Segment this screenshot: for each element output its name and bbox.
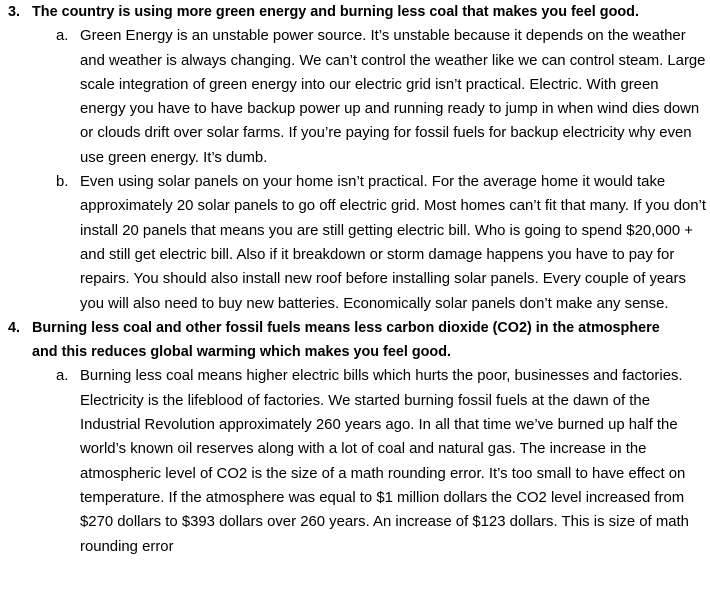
item-4a-text: Burning less coal means higher electric bills which hurts the poor, businesses and factories. Electricity is the lifeblood of factories. We started burning fossil fuels at the dawn of the Industrial Revolution approximately 260 years ago. In all that time we’ve burned up half the world’s known oil reserves along with a lot of coal and natural gas. The increase in the atmospheric level of CO2 is the size of a math rounding error. It’s too small to have effect on temperature. If the atmosphere was equal to $1 million dollars the CO2 level increased from $270 dollars to $393 dollars over 260 years. An increase of $123 dollars. This is size of math rounding error	[80, 368, 689, 555]
item-3a-text: Green Energy is an unstable power source. It’s unstable because it depends on the weather and weather is always changing. We can’t control the weather like we can control steam. Large scale integration of green energy into our electric grid isn’t practical. Electric. With green energy you have to have backup power up and running ready to jump in when wind dies down or clouds drift over solar farms. If you’re paying for fossil fuels for backup electricity why even use green energy. It’s dumb.	[80, 28, 706, 166]
item-3a-letter: a.	[56, 28, 69, 45]
item-4a	[0, 364, 710, 558]
item-3b-text: Even using solar panels on your home isn’t practical. For the average home it would take approximately 20 solar panels to go off electric grid. Most homes can’t fit that many. If you don’t install 20 panels that means you are still getting electric bill. Who is going to spend $20,000 + and still get electric bill. Also if it breakdown or storm damage happens you have to pay for repairs. You should also install new roof before installing solar panels. Every couple of years you will also need to buy new batteries. Economically solar panels don’t make any sense.	[80, 174, 706, 312]
item-4-heading-row	[0, 316, 710, 365]
item-3-heading: The country is using more green energy and burning less coal that makes you feel good.	[32, 4, 639, 20]
item-4-heading: Burning less coal and other fossil fuels means less carbon dioxide (CO2) in the atmosphere and this reduces global warming which makes you feel good.	[32, 319, 660, 361]
item-3-heading-row	[0, 0, 710, 24]
item-3b-letter: b.	[56, 174, 69, 191]
item-3-number: 3.	[8, 4, 21, 20]
item-3b	[0, 170, 710, 316]
item-4-number: 4.	[8, 319, 21, 336]
list-item-4	[0, 316, 710, 559]
item-3a	[0, 24, 710, 170]
item-4a-letter: a.	[56, 368, 69, 385]
